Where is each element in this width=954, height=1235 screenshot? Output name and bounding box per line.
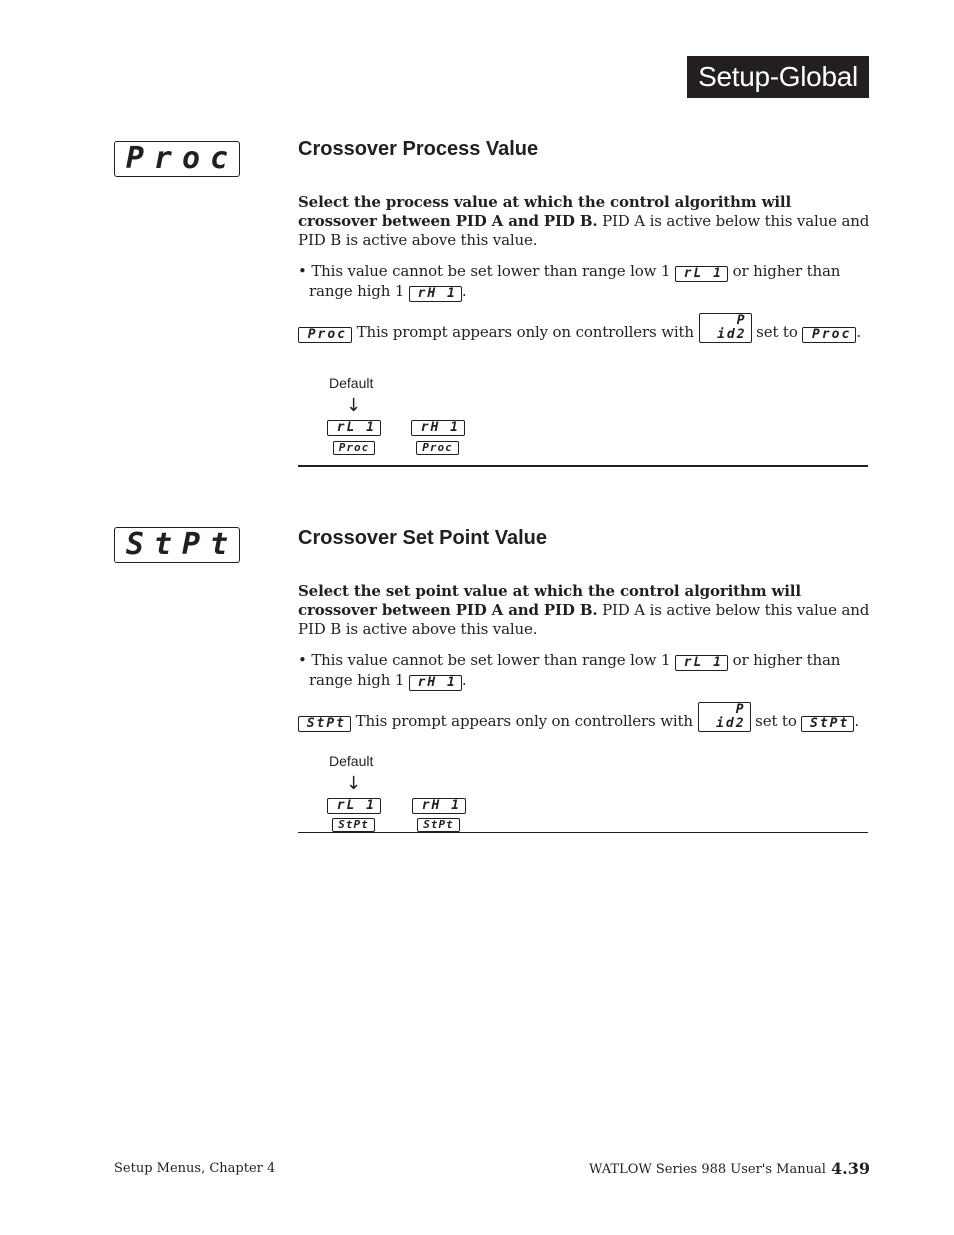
bullet-text-b: or higher than range high 1 <box>309 262 841 300</box>
section-title: Crossover Set Point Value <box>298 527 547 549</box>
note-end: . <box>856 323 861 341</box>
bullet-text-c: . <box>461 282 467 300</box>
section-header-tab: Setup-Global <box>687 56 869 98</box>
section-intro <box>298 193 870 250</box>
down-arrow-icon: ↓ <box>346 395 362 416</box>
lcd-prompt-display <box>114 527 240 563</box>
default-label: Default <box>329 375 374 391</box>
lcd-code-pid2: P id2 <box>698 702 751 732</box>
footer-chapter: Setup Menus, Chapter 4 <box>114 1161 276 1176</box>
availability-note <box>298 313 870 343</box>
lcd-code-range-high: rH 1 <box>409 286 462 302</box>
lcd-code-range-low: rL 1 <box>675 266 728 282</box>
intro-bold: Select the set point value at which the control algorithm will crossover between PID A and PID B. <box>298 582 801 619</box>
bullet-text-b: or higher than range high 1 <box>309 651 841 689</box>
lcd-prompt-text: StPt <box>125 527 239 562</box>
note-mid: set to <box>751 323 803 341</box>
intro-text: PID A is active below this value and PID B is active above this value. <box>298 212 870 249</box>
page-number: 4.39 <box>831 1159 870 1178</box>
section-divider <box>298 832 868 833</box>
bullet-text-a: • This value cannot be set lower than range low 1 <box>298 651 675 669</box>
bullet-text-a: • This value cannot be set lower than range low 1 <box>298 262 675 280</box>
section-divider <box>298 465 868 467</box>
note-text: This prompt appears only on controllers with <box>352 323 699 341</box>
lcd-prompt-text: Proc <box>125 141 239 176</box>
intro-text: PID A is active below this value and PID B is active above this value. <box>298 601 870 638</box>
lcd-code-range-low: rL 1 <box>675 655 728 671</box>
range-high-sublabel: Proc <box>416 441 459 455</box>
lcd-code-range-high: rH 1 <box>409 675 462 691</box>
range-low-sublabel: Proc <box>333 441 375 455</box>
note-mid: set to <box>750 712 802 730</box>
bullet-text-c: . <box>461 671 467 689</box>
lcd-code-pid2: P id2 <box>699 313 752 343</box>
section-title: Crossover Process Value <box>298 138 539 160</box>
range-low-code: rL 1 <box>327 420 381 436</box>
down-arrow-icon: ↓ <box>346 773 362 794</box>
footer-manual-title: WATLOW Series 988 User's Manual <box>589 1162 826 1177</box>
lcd-code-prompt: StPt <box>298 716 351 732</box>
default-label: Default <box>329 753 374 769</box>
range-high-code: rH 1 <box>412 798 466 814</box>
note-text: This prompt appears only on controllers with <box>351 712 698 730</box>
note-end: . <box>854 712 859 730</box>
lcd-prompt-display <box>114 141 240 177</box>
lcd-code-prompt: Proc <box>298 327 352 343</box>
lcd-code-value: StPt <box>801 716 854 732</box>
range-high-sublabel: StPt <box>417 818 460 832</box>
range-bullet <box>298 262 881 302</box>
range-low-code: rL 1 <box>327 798 381 814</box>
availability-note <box>298 702 870 732</box>
intro-bold: Select the process value at which the control algorithm will crossover between PID A and PID B. <box>298 193 791 230</box>
range-low-sublabel: StPt <box>332 818 375 832</box>
lcd-code-value: Proc <box>802 327 856 343</box>
range-high-code: rH 1 <box>411 420 465 436</box>
range-bullet <box>298 651 881 691</box>
section-intro <box>298 582 870 639</box>
